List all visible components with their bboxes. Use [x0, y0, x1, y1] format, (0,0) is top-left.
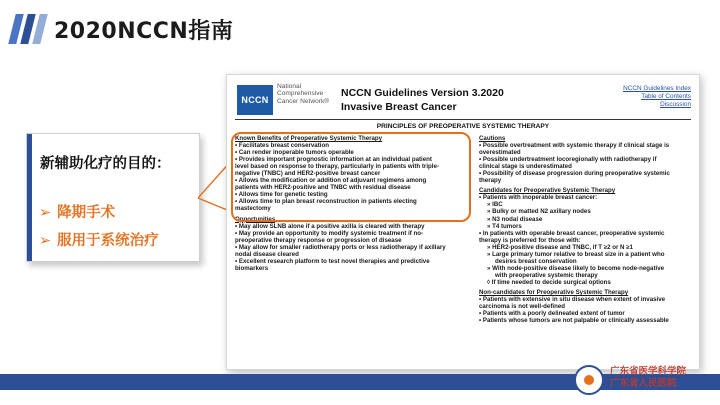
column-line: » HER2-positive disease and TNBC, if T ≥2 or N ≥1: [487, 243, 633, 251]
column-line: » With node-positive disease likely to become node-negative: [487, 264, 665, 272]
link-guidelines-index[interactable]: NCCN Guidelines Index: [623, 85, 691, 92]
guideline-topic: Invasive Breast Cancer: [341, 101, 457, 113]
section-heading: PRINCIPLES OF PREOPERATIVE SYSTEMIC THERAPY: [376, 123, 550, 130]
link-discussion[interactable]: Discussion: [660, 100, 691, 108]
column-line: » T4 tumors: [487, 222, 522, 230]
column-line: biomarkers: [235, 264, 269, 272]
column-line: patients with HER2-positive and TNBC with residual disease: [235, 184, 411, 192]
column-line: • Facilitates breast conservation: [235, 142, 329, 150]
column-line: • Possible undertreatment locoregionally with radiotherapy if: [479, 156, 657, 164]
callout-item: [39, 201, 115, 222]
callout-item-text: 降期手术: [57, 205, 116, 221]
hospital-name: [610, 366, 686, 390]
nccn-org-name: National Comprehensive Cancer Network®: [277, 83, 330, 105]
guideline-version: NCCN Guidelines Version 3.2020: [341, 87, 504, 99]
column-line: negative (TNBC) and HER2-positive breast cancer: [235, 170, 381, 178]
right-column: [479, 135, 693, 324]
column-line: • Possibility of disease progression during preoperative systemic: [479, 170, 670, 178]
column-line: nodal disease cleared: [235, 250, 299, 258]
column-line: with preoperative systemic therapy: [495, 271, 598, 279]
column-line: • Possible overtreatment with systemic therapy if clinical stage is: [479, 142, 670, 150]
column-line: • Patients with a poorly delineated extent of tumor: [479, 310, 625, 318]
column-line: • May allow SLNB alone if a positive axilla is cleared with therapy: [235, 222, 425, 230]
column-line: mastectomy: [235, 205, 271, 213]
column-line: » Large primary tumor relative to breast size in a patient who: [487, 250, 665, 258]
arrow-bullet-icon: ➢: [39, 233, 52, 249]
column-line: therapy is preferred for those with:: [479, 236, 581, 244]
hospital-name-line1: 广东省医学科学院: [610, 366, 687, 377]
column-line: • Allows time to plan breast reconstruction in patients electing: [235, 198, 417, 206]
column-line: preoperative therapy response or progression of disease: [235, 236, 402, 244]
column-line: • Patients with inoperable breast cancer:: [479, 194, 598, 202]
benefits-highlight-outline: [231, 132, 471, 222]
column-line: • Patients whose tumors are not palpable or clinically assessable: [479, 317, 669, 325]
column-line: • Can render inoperable tumors operable: [235, 149, 354, 157]
column-line: ◊ If time needed to decide surgical options: [487, 278, 611, 286]
link-table-of-contents[interactable]: Table of Contents: [641, 92, 691, 100]
purpose-callout-box: [26, 133, 200, 262]
column-line: overestimated: [479, 149, 521, 157]
header-divider: [235, 119, 691, 120]
hospital-name-line2: 广东省人民医院: [610, 378, 677, 389]
column-line: therapy: [479, 177, 502, 185]
arrow-bullet-icon: ➢: [39, 205, 52, 221]
callout-heading: 新辅助化疗的目的：: [40, 156, 171, 172]
column-subheading: Cautions: [479, 135, 506, 142]
hospital-logo: [574, 365, 604, 395]
column-line: » IBC: [487, 201, 503, 209]
column-line: • Allows the modification or addition of adjuvant regimens among: [235, 177, 427, 185]
callout-accent-bar: [27, 134, 32, 261]
column-line: level based on response to therapy, particularly in patients with triple-: [235, 163, 439, 171]
guideline-links: [623, 85, 691, 108]
guideline-title: [341, 86, 504, 114]
column-line: desires breast conservation: [495, 257, 577, 265]
nccn-logo: NCCN: [237, 85, 273, 115]
column-subheading: Opportunities: [235, 215, 276, 223]
column-line: clinical stage is underestimated: [479, 163, 572, 171]
callout-item-text: 服用于系统治疗: [57, 233, 159, 249]
column-line: » Bulky or matted N2 axillary nodes: [487, 208, 591, 216]
nccn-guideline-page: [226, 74, 700, 370]
column-line: • In patients with operable breast cancer, preoperative systemic: [479, 229, 665, 237]
column-line: • May provide an opportunity to modify systemic treatment if no-: [235, 229, 424, 237]
callout-item: [39, 229, 159, 250]
slide-title: 2020NCCN指南: [54, 19, 234, 44]
column-line: » N3 nodal disease: [487, 215, 543, 223]
column-subheading: Known Benefits of Preoperative Systemic Therapy: [235, 135, 383, 142]
column-line: • Provides important prognostic information at an individual patient: [235, 156, 432, 164]
column-line: • Allows time for genetic testing: [235, 191, 328, 199]
column-line: • Patients with extensive in situ disease when extent of invasive: [479, 296, 666, 304]
column-subheading: Candidates for Preoperative Systemic Therapy: [479, 187, 616, 195]
column-subheading: Non-candidates for Preoperative Systemic Therapy: [479, 288, 629, 296]
footer-strip: [0, 390, 720, 405]
column-line: carcinoma is not well-defined: [479, 303, 565, 311]
column-line: • May allow for smaller radiotherapy ports or less radiotherapy if axillary: [235, 243, 446, 251]
column-line: • Excellent research platform to test novel therapies and predictive: [235, 257, 430, 265]
